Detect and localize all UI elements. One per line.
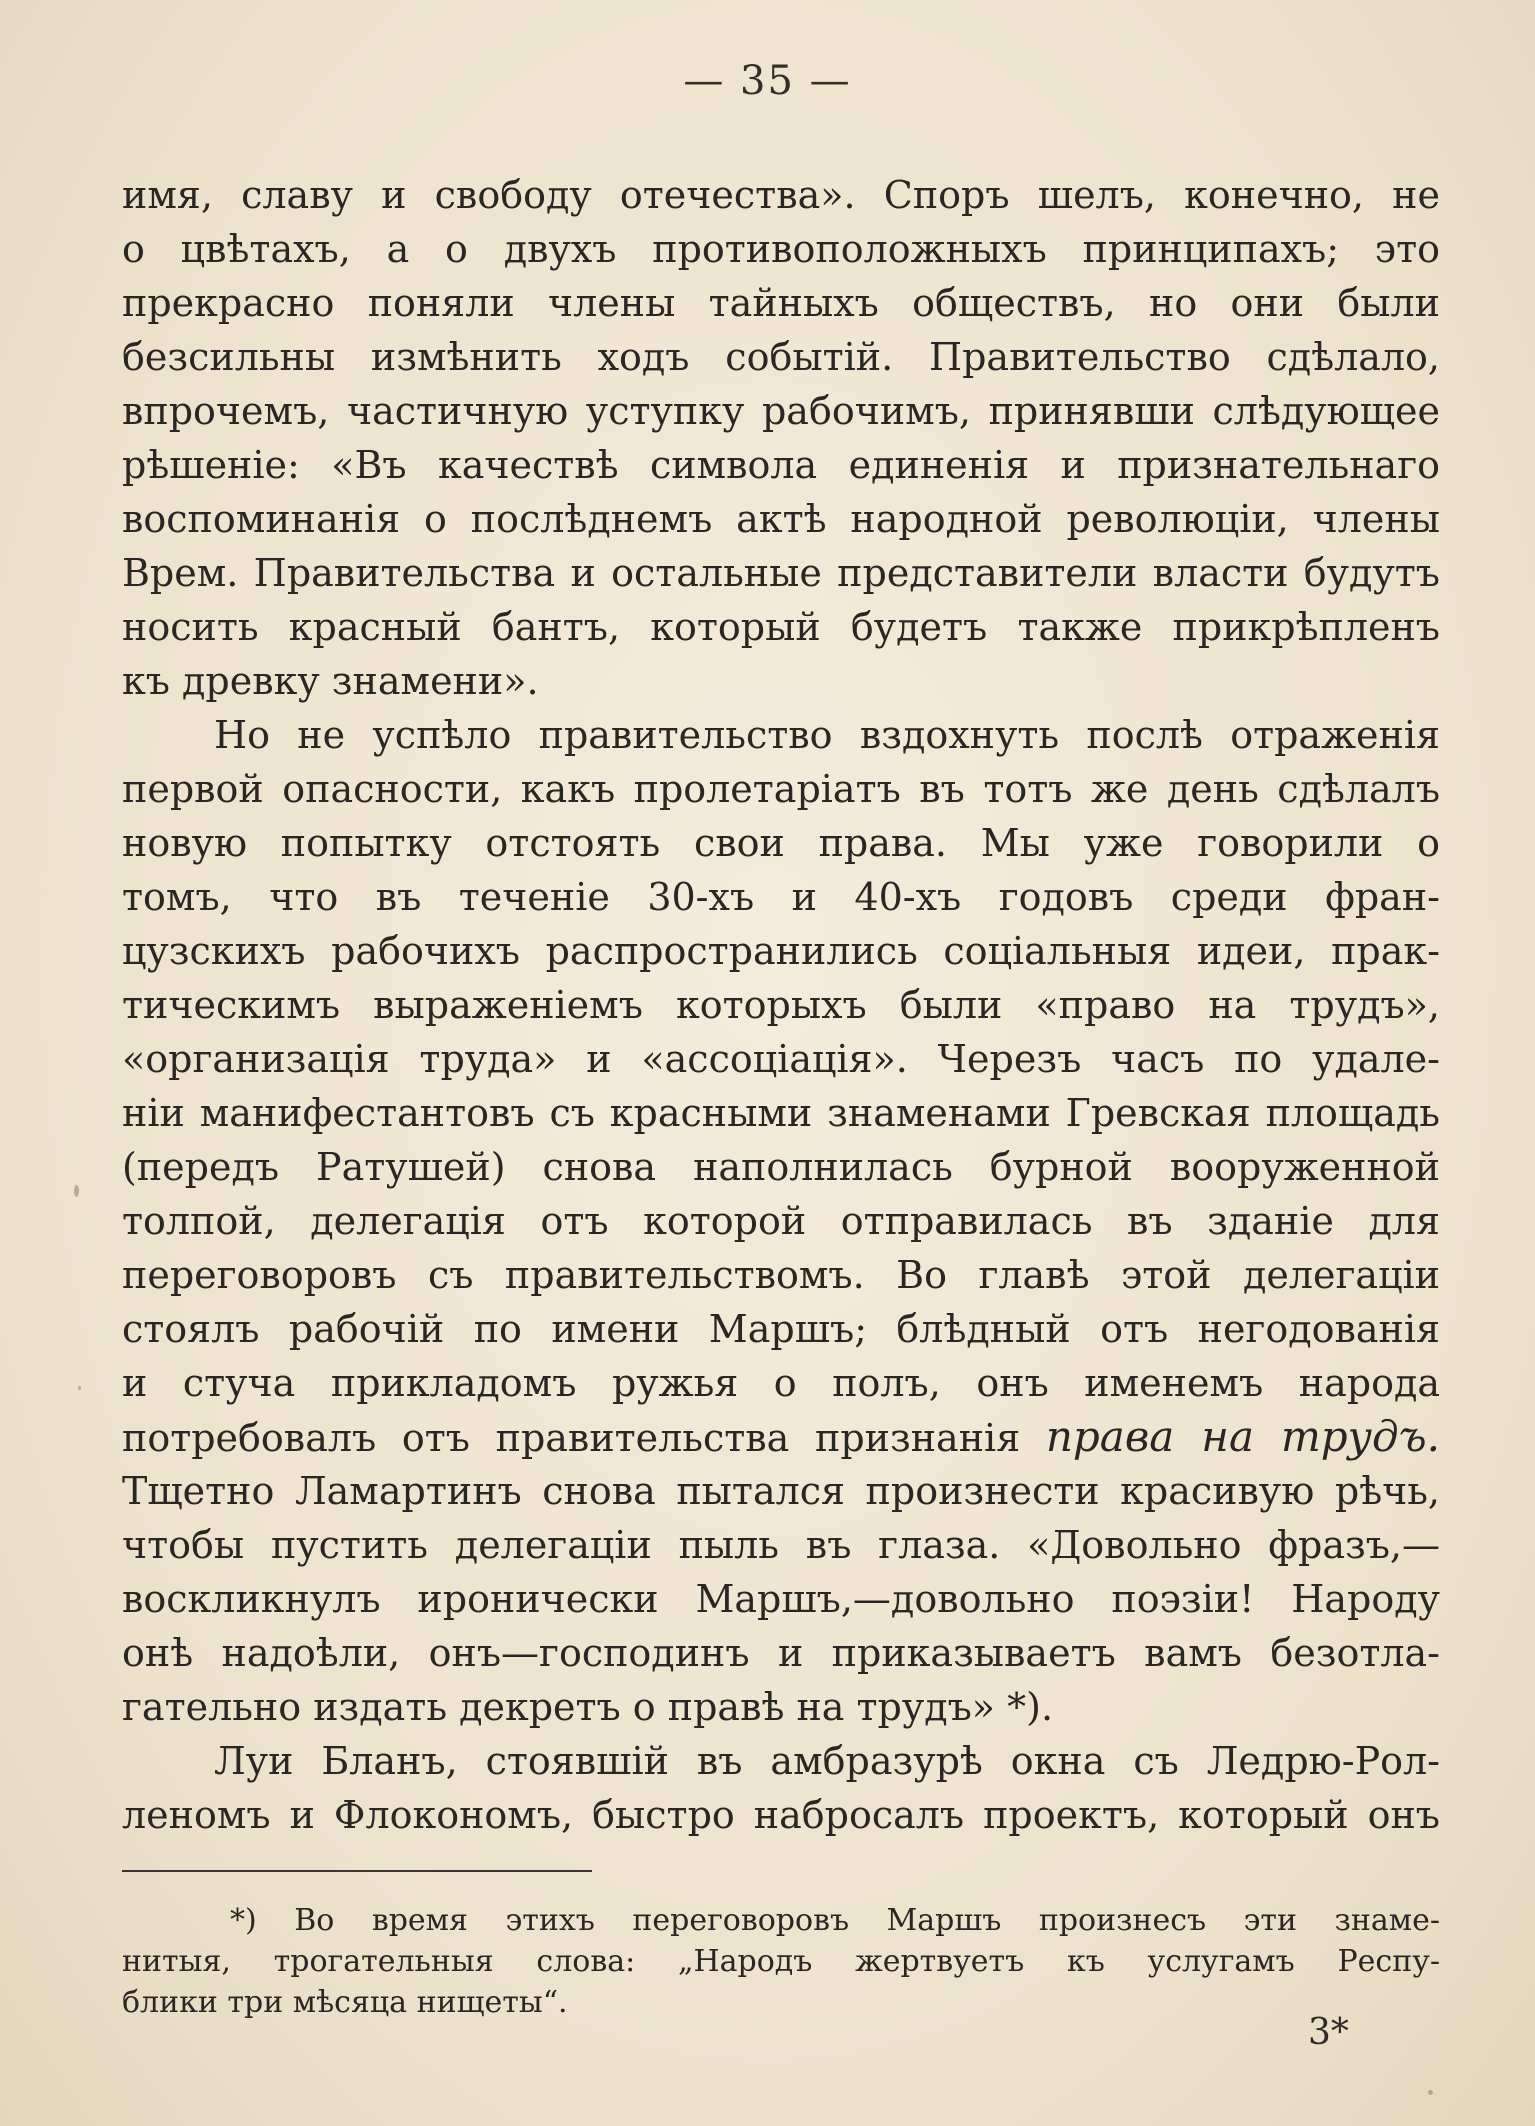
text-line: (передъ Ратушей) снова наполнилась бурной вооруженной [122, 1145, 1440, 1189]
text-line-with-emphasis [122, 1410, 1440, 1464]
text-line: рѣшеніе: «Въ качествѣ символа единенія и признательнаго [122, 443, 1440, 487]
footnote-divider [122, 1870, 592, 1872]
text-line: новую попытку отстоять свои права. Мы уже говорили о [122, 821, 1440, 865]
text-line: Луи Бланъ, стоявшій въ амбразурѣ окна съ Ледрю-Рол- [214, 1739, 1440, 1783]
text-line: Врем. Правительства и остальные представители власти будутъ [122, 551, 1440, 595]
text-line: Но не успѣло правительство вздохнуть послѣ отраженія [214, 713, 1440, 757]
text-line: къ древку знамени». [122, 659, 539, 703]
text-line: воскликнулъ иронически Маршъ,—довольно поэзіи! Народу [122, 1577, 1440, 1621]
text-line: первой опасности, какъ пролетаріатъ въ тотъ же день сдѣлалъ [122, 767, 1440, 811]
footnote [122, 1900, 1440, 2023]
footnote-line: *) Во время этихъ переговоровъ Маршъ произнесъ эти знаме- [230, 1903, 1440, 1938]
footnote-line: нитыя, трогательныя слова: „Народъ жертвуетъ къ услугамъ Респу- [122, 1944, 1440, 1979]
text-line: прекрасно поняли члены тайныхъ обществъ, но они были [122, 281, 1440, 325]
paper-speck [1428, 2090, 1433, 2095]
printer-signature-mark: 3* [1308, 2012, 1349, 2053]
paper-speck [78, 1386, 81, 1390]
text-segment: потребовалъ отъ правительства признанія [122, 1416, 1021, 1460]
body-text [122, 168, 1440, 1842]
text-line: томъ, что въ теченіе 30-хъ и 40-хъ годовъ среди фран- [122, 875, 1440, 919]
text-line: цузскихъ рабочихъ распространились соціальныя идеи, прак- [122, 929, 1440, 973]
text-line: толпой, делегація отъ которой отправилась въ зданіе для [122, 1199, 1440, 1243]
text-line: безсильны измѣнить ходъ событій. Правительство сдѣлало, [122, 335, 1440, 379]
text-line: переговоровъ съ правительствомъ. Во главѣ этой делегаціи [122, 1253, 1440, 1297]
footnote-line: блики три мѣсяца нищеты“. [122, 1985, 568, 2020]
text-line: тическимъ выраженіемъ которыхъ были «право на трудъ», [122, 983, 1440, 1027]
text-line: «организація труда» и «ассоціація». Черезъ часъ по удале- [122, 1037, 1440, 1081]
text-line: ніи манифестантовъ съ красными знаменами Гревская площадь [122, 1091, 1440, 1135]
text-line: носить красный бантъ, который будетъ также прикрѣпленъ [122, 605, 1440, 649]
text-line: Тщетно Ламартинъ снова пытался произнести красивую рѣчь, [122, 1469, 1440, 1513]
text-line: воспоминанія о послѣднемъ актѣ народной революціи, члены [122, 497, 1440, 541]
text-line: леномъ и Флокономъ, быстро набросалъ проектъ, который онъ [122, 1793, 1440, 1837]
text-line: впрочемъ, частичную уступку рабочимъ, принявши слѣдующее [122, 389, 1440, 433]
text-line: имя, славу и свободу отечества». Споръ шелъ, конечно, не [122, 173, 1440, 217]
page-number: — 35 — [683, 58, 852, 104]
text-line: гательно издать декретъ о правѣ на трудъ» *). [122, 1685, 1054, 1729]
text-line: и стуча прикладомъ ружья о полъ, онъ именемъ народа [122, 1361, 1440, 1405]
text-line: чтобы пустить делегаціи пыль въ глаза. «Довольно фразъ,— [122, 1523, 1440, 1567]
text-line: онѣ надоѣли, онъ—господинъ и приказываетъ вамъ безотла- [122, 1631, 1440, 1675]
text-line: о цвѣтахъ, а о двухъ противоположныхъ принципахъ; это [122, 227, 1440, 271]
emphasis-text: права на трудъ. [1045, 1412, 1440, 1461]
text-line: стоялъ рабочій по имени Маршъ; блѣдный отъ негодованія [122, 1307, 1440, 1351]
paper-speck [74, 1185, 79, 1197]
